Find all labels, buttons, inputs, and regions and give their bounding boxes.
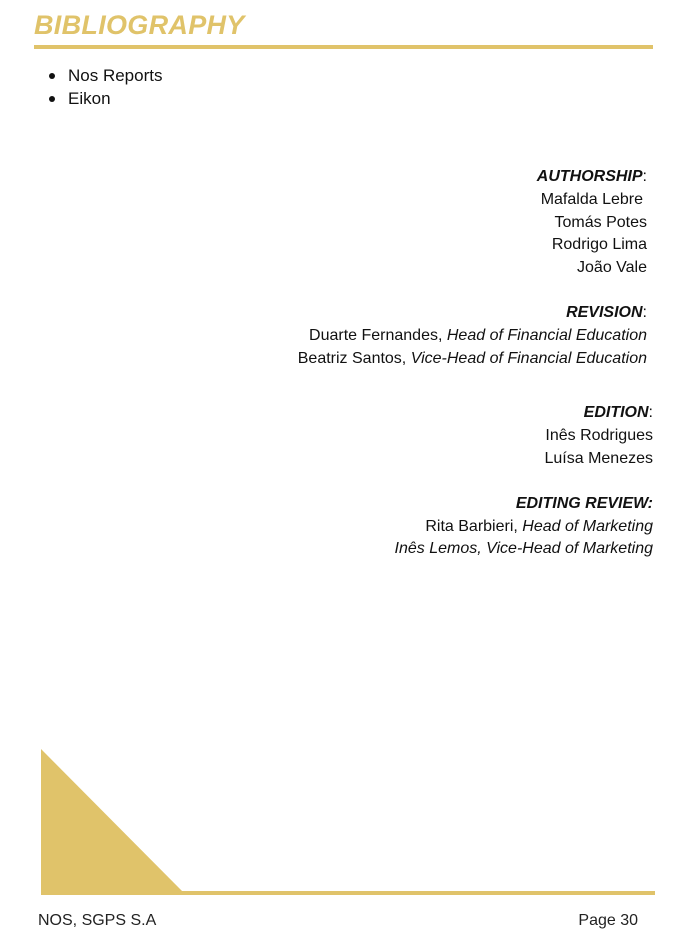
- edition-block: [227, 402, 653, 470]
- authorship-heading: AUTHORSHIP: [536, 168, 643, 185]
- revision-person-role: Vice-Head of Financial Education: [410, 349, 647, 367]
- editor-name: Luísa Menezes: [544, 449, 653, 467]
- authorship-block: [227, 166, 647, 280]
- revision-heading: REVISION: [566, 303, 643, 321]
- edition-heading: EDITION: [583, 404, 649, 422]
- revision-person-name: Beatriz Santos,: [297, 349, 411, 367]
- review-person-role: Inês Lemos, Vice-Head of Marketing: [394, 540, 653, 558]
- revision-person: [227, 348, 647, 371]
- revision-person: [227, 325, 647, 348]
- author-name: João Vale: [577, 259, 647, 277]
- footer-rule: [41, 891, 655, 895]
- review-person-role: Head of Marketing: [522, 517, 653, 535]
- author-name: Rodrigo Lima: [551, 236, 647, 254]
- review-person: [227, 516, 653, 539]
- author-name: Tomás Potes: [554, 213, 647, 231]
- author-name: Mafalda Lebre: [540, 190, 643, 208]
- editing-review-block: [227, 493, 653, 561]
- review-person-name: Rita Barbieri,: [425, 517, 523, 535]
- authorship-heading-colon: :: [642, 168, 647, 185]
- revision-person-name: Duarte Fernandes,: [309, 326, 447, 344]
- bibliography-item: Nos Reports: [46, 64, 162, 87]
- review-person: [227, 538, 653, 561]
- revision-heading-colon: :: [642, 303, 647, 321]
- bibliography-list: [46, 64, 162, 110]
- revision-block: [227, 302, 647, 370]
- footer-company: NOS, SGPS S.A: [38, 912, 157, 929]
- bibliography-item: Eikon: [46, 87, 162, 110]
- editing-review-heading: EDITING REVIEW:: [515, 494, 653, 512]
- decorative-triangle: [41, 749, 185, 894]
- credits-section: [227, 166, 653, 583]
- editor-name: Inês Rodrigues: [545, 427, 653, 445]
- revision-person-role: Head of Financial Education: [446, 326, 647, 344]
- page-title: BIBLIOGRAPHY: [34, 10, 245, 40]
- title-underline: [34, 45, 653, 49]
- edition-heading-colon: :: [648, 404, 653, 422]
- page-number: Page 30: [578, 912, 638, 929]
